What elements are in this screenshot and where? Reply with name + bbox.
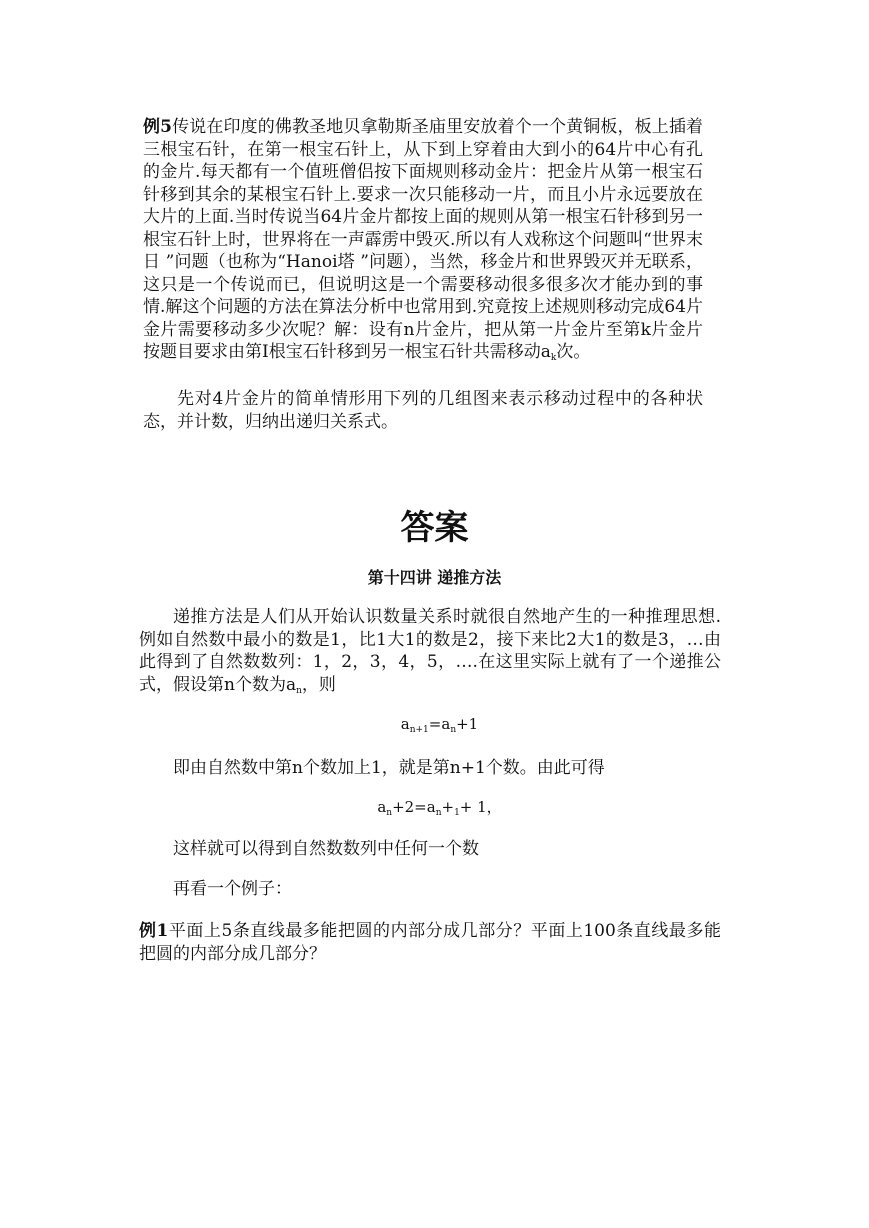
formula1-mid: =a xyxy=(428,715,451,733)
next-example-line: 再看一个例子： xyxy=(173,879,292,899)
lecture-subtitle: 第十四讲 递推方法 xyxy=(367,568,502,587)
formula2-d: + 1， xyxy=(459,798,502,816)
formula2-c-subscript: 1 xyxy=(454,808,460,818)
example5-paragraph xyxy=(143,116,703,370)
intro-var-subscript: n xyxy=(296,685,302,696)
example5-label: 例5 xyxy=(143,117,172,137)
formula2-b: +2=a xyxy=(392,798,436,816)
answer-title: 答案 xyxy=(400,508,469,548)
formula1-rhs: +1 xyxy=(456,715,479,733)
formula1-lhs: a xyxy=(400,715,410,733)
example5-var-subscript: k xyxy=(550,353,557,363)
recurrence-formula xyxy=(0,714,869,740)
example1-paragraph xyxy=(139,920,721,965)
example5-text: 传说在印度的佛教圣地贝拿勒斯圣庙里安放着个一个黄铜板，板上插着三根宝石针，在第一根宝石针上，从下到上穿着由大到小的64片中心有孔的金片.每天都有一个值班僧侣按下面规则移动金片：把金片从第一根宝石针移到其余的某根宝石针上.要求一次只能移动一片，而且小片永远要放在大片的上面.当时传说当64片金片都按上面的规则从第一根宝石针移到另一根宝石针上时，世界将在一声霹雳中毁灭.所以有人戏称这个问题叫“世界末日 ”问题（也称为“Hanoi塔 ”问题），当然，移金片和世界毁灭并无联系，这只是一个传说而已，但说明这是一个需要移动很多很多次才能办到的事情.解这个问题的方法在算法分析中也常用到.究竟按上述规则移动完成64片金片需要移动多少次呢？解：设有n片金片，把从第一片金片至第k片金片按题目要求由第I根宝石针移到另一根宝石针共需移动 xyxy=(143,117,703,362)
example5-tail: 次。 xyxy=(556,342,591,362)
example1-text: 平面上5条直线最多能把圆的内部分成几部分？平面上100条直线最多能把圆的内部分成几部分？ xyxy=(139,921,721,964)
example5-followup-paragraph: 先对4片金片的简单情形用下列的几组图来表示移动过程中的各种状态，并计数，归纳出递归关系式。 xyxy=(143,389,703,432)
formula2-c: + xyxy=(441,798,455,816)
formula2-b-subscript: n xyxy=(435,808,442,818)
conclusion-line: 这样就可以得到自然数数列中任何一个数 xyxy=(173,839,479,859)
intro-paragraph xyxy=(139,606,721,702)
formula1-lhs-subscript: n+1 xyxy=(409,725,429,735)
intro-tail: ，则 xyxy=(301,674,336,695)
intro-text: 递推方法是人们从开始认识数量关系时就很自然地产生的一种推理思想.例如自然数中最小的数是1，比1大1的数是2，接下来比2大1的数是3，…由此得到了自然数数列：1，2，3，4，5，….在这里实际上就有了一个递推公式，假设第n个数为 xyxy=(139,607,721,695)
second-formula xyxy=(0,797,869,823)
formula2-a-subscript: n xyxy=(386,808,393,818)
example1-label: 例1 xyxy=(139,921,169,941)
formula2-a: a xyxy=(377,798,387,816)
example5-var: a xyxy=(540,342,551,362)
explanation-line: 即由自然数中第n个数加上1，就是第n+1个数。由此可得 xyxy=(173,758,605,778)
formula1-mid-subscript: n xyxy=(450,725,457,735)
intro-var: a xyxy=(285,674,297,695)
